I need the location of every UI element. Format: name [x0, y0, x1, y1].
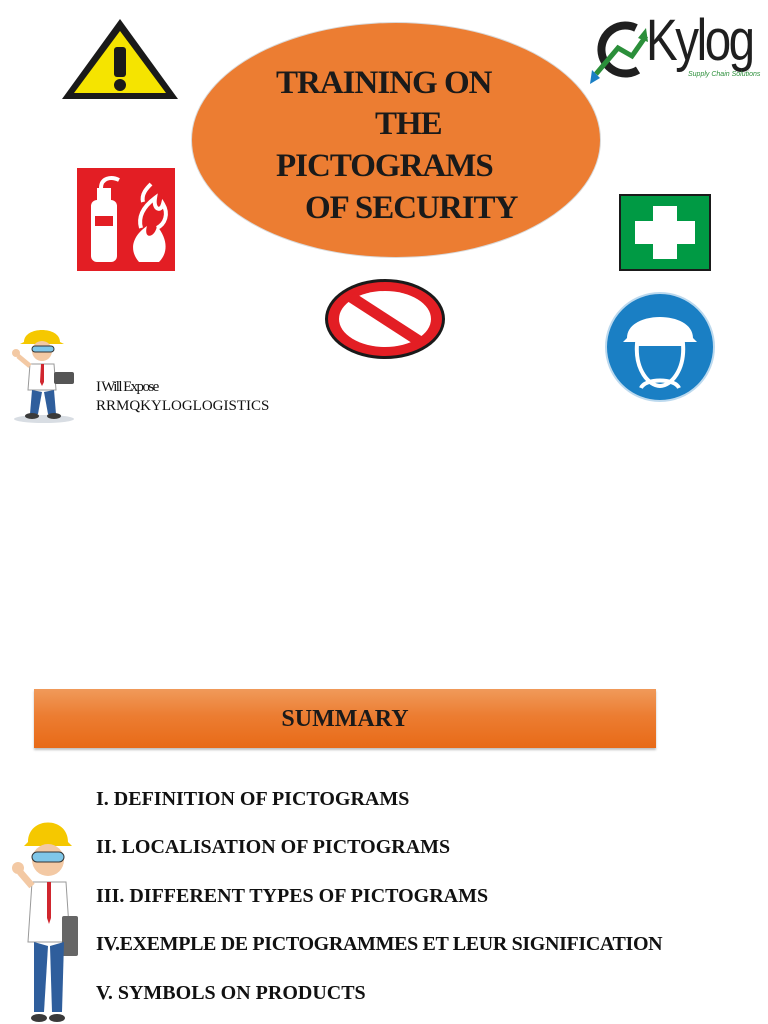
presenter-name: RRMQKYLOGLOGISTICS	[96, 398, 270, 414]
hard-hat-required-icon	[605, 292, 715, 402]
summary-item-3: III. DIFFERENT TYPES OF PICTOGRAMS	[96, 885, 489, 907]
worker-illustration	[10, 322, 80, 424]
logo-name: Kylog	[646, 8, 753, 73]
kylog-logo-icon	[588, 14, 650, 88]
title-ellipse	[191, 22, 601, 258]
summary-item-2: II. LOCALISATION OF PICTOGRAMS	[96, 836, 451, 858]
summary-item-5: V. SYMBOLS ON PRODUCTS	[96, 982, 366, 1004]
title-line-2: THE	[375, 106, 442, 142]
fire-extinguisher-icon	[77, 168, 175, 271]
first-aid-cross-icon	[619, 194, 711, 271]
summary-item-4: IV.EXEMPLE DE PICTOGRAMMES ET LEUR SIGNIFICATION	[96, 933, 663, 955]
logo-tagline: Supply Chain Solutions	[688, 71, 761, 78]
title-line-1: TRAINING ON	[276, 65, 492, 101]
summary-item-1: I. DEFINITION OF PICTOGRAMS	[96, 788, 410, 810]
worker-illustration-bottom	[10, 812, 80, 1024]
prohibition-icon	[323, 277, 447, 361]
warning-triangle-icon	[58, 15, 182, 103]
title-line-3: PICTOGRAMS	[276, 148, 493, 184]
summary-title: SUMMARY	[281, 706, 409, 732]
presenter-intro: I Will Expose	[96, 379, 158, 395]
summary-banner	[34, 689, 656, 748]
title-line-4: OF SECURITY	[305, 190, 518, 226]
